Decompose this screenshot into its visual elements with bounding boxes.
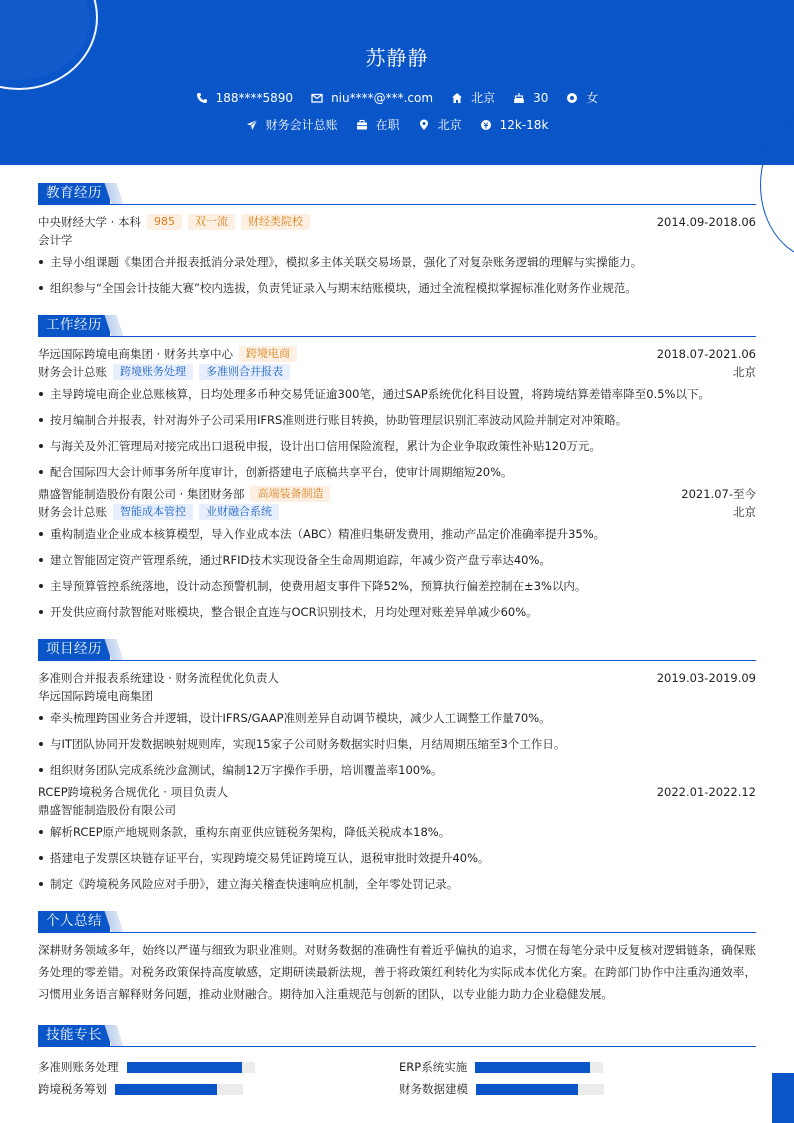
salary-item xyxy=(480,116,549,133)
section-header xyxy=(38,315,756,337)
basic-info-row xyxy=(0,89,794,106)
location-pin-icon xyxy=(418,119,430,131)
money-icon xyxy=(480,119,492,131)
skill-tag: 智能成本管控 xyxy=(113,504,193,520)
skill-item xyxy=(399,1058,603,1076)
project-org: 华远国际跨境电商集团 xyxy=(38,689,153,703)
section-title: 工作经历 xyxy=(38,315,110,336)
project-title: RCEP跨境税务合规优化 · 项目负责人 xyxy=(38,785,229,799)
job-title: 财务会计总账 xyxy=(38,365,107,379)
list-item: 主导预算管控系统落地，设计动态预警机制，使费用超支事件下降52%，预算执行偏差控制在±3%以内。 xyxy=(38,577,756,595)
phone-icon xyxy=(196,92,208,104)
city-item xyxy=(418,116,462,133)
list-item: 与IT团队协同开发数据映射规则库，实现15家子公司财务数据实时归集，月结周期压缩至3个工作日。 xyxy=(38,735,756,753)
skill-name: 多准则账务处理 xyxy=(38,1060,119,1074)
skill-item xyxy=(399,1080,604,1098)
project-bullets xyxy=(38,823,756,893)
section-header xyxy=(38,1025,756,1047)
skill-bar xyxy=(115,1084,243,1095)
list-item: 按月编制合并报表，针对海外子公司采用IFRS准则进行账目转换，协助管理层识别汇率波动风险并制定对冲策略。 xyxy=(38,411,756,429)
skill-bar xyxy=(127,1062,255,1073)
skill-item xyxy=(38,1058,255,1076)
projects-section xyxy=(38,639,756,901)
project-bullets xyxy=(38,709,756,779)
project-org: 鼎盛智能制造股份有限公司 xyxy=(38,803,176,817)
skill-name: 财务数据建模 xyxy=(399,1082,468,1096)
list-item: 建立智能固定资产管理系统，通过RFID技术实现设备全生命周期追踪，年减少资产盘亏率达40%。 xyxy=(38,551,756,569)
skill-bar xyxy=(476,1084,604,1095)
briefcase-icon xyxy=(356,119,368,131)
school-tag: 双一流 xyxy=(188,214,235,230)
work-bullets xyxy=(38,385,756,481)
list-item: 牵头梳理跨国业务合并逻辑，设计IFRS/GAAP准则差异自动调节模块，减少人工调整工作量70%。 xyxy=(38,709,756,727)
company-line: 鼎盛智能制造股份有限公司 · 集团财务部 xyxy=(38,487,245,501)
list-item: 主导小组课题《集团合并报表抵消分录处理》，模拟多主体关联交易场景，强化了对复杂账务逻辑的理解与实操能力。 xyxy=(38,253,756,271)
work-section xyxy=(38,315,756,629)
skill-bar-fill xyxy=(127,1062,242,1073)
work-city: 北京 xyxy=(733,505,756,519)
summary-section xyxy=(38,911,756,1005)
project-date: 2022.01-2022.12 xyxy=(656,785,756,799)
project-title-row xyxy=(38,669,756,687)
mail-icon xyxy=(311,92,323,104)
section-header xyxy=(38,911,756,933)
major-row xyxy=(38,231,756,249)
gender-icon xyxy=(566,92,578,104)
status-item xyxy=(356,116,400,133)
skills-section xyxy=(38,1025,756,1099)
skill-name: 跨境税务筹划 xyxy=(38,1082,107,1096)
school-line: 中央财经大学 · 本科 xyxy=(38,215,141,229)
phone-text: 188****5890 xyxy=(215,90,294,105)
gender-text: 女 xyxy=(586,91,599,105)
job-intent-row xyxy=(0,116,794,133)
list-item: 开发供应商付款智能对账模块，整合银企直连与OCR识别技术，月均处理对账差异单减少60%。 xyxy=(38,603,756,621)
education-bullets xyxy=(38,253,756,297)
work-company-row xyxy=(38,345,756,363)
resume-header xyxy=(0,0,794,165)
cake-icon xyxy=(513,92,525,104)
company-line: 华远国际跨境电商集团 · 财务共享中心 xyxy=(38,347,233,361)
section-title: 技能专长 xyxy=(38,1025,110,1046)
skill-tag: 跨境账务处理 xyxy=(113,364,193,380)
skill-item xyxy=(38,1080,243,1098)
major: 会计学 xyxy=(38,233,73,247)
hometown-text: 北京 xyxy=(471,91,496,105)
age-text: 30 xyxy=(533,90,549,105)
job-title: 财务会计总账 xyxy=(38,505,107,519)
skill-tag: 业财融合系统 xyxy=(199,504,279,520)
corner-decoration-block xyxy=(772,1073,794,1123)
age-item xyxy=(513,89,548,106)
education-row xyxy=(38,213,756,231)
email-text: niu****@***.com xyxy=(331,90,434,105)
skill-tag: 多准则合并报表 xyxy=(199,364,290,380)
salary-text: 12k-18k xyxy=(499,117,549,132)
list-item: 搭建电子发票区块链存证平台，实现跨境交易凭证跨境互认，退税审批时效提升40%。 xyxy=(38,849,756,867)
section-title: 教育经历 xyxy=(38,183,110,204)
section-header xyxy=(38,639,756,661)
project-date: 2019.03-2019.09 xyxy=(656,671,756,685)
skill-name: ERP系统实施 xyxy=(399,1060,468,1074)
project-org-row xyxy=(38,687,756,705)
list-item: 配合国际四大会计师事务所年度审计，创新搭建电子底稿共享平台，使审计周期缩短20%。 xyxy=(38,463,756,481)
work-company-row xyxy=(38,485,756,503)
school-tag: 985 xyxy=(147,214,182,230)
work-date: 2018.07-2021.06 xyxy=(656,347,756,361)
list-item: 重构制造业企业成本核算模型，导入作业成本法（ABC）精准归集研发费用，推动产品定价准确率提升35%。 xyxy=(38,525,756,543)
skill-bar-fill xyxy=(476,1084,578,1095)
section-title: 项目经历 xyxy=(38,639,110,660)
hometown-item xyxy=(451,89,495,106)
industry-tag: 跨境电商 xyxy=(239,346,297,362)
gender-item xyxy=(566,89,598,106)
list-item: 组织参与“全国会计技能大赛”校内选拔，负责凭证录入与期末结账模块，通过全流程模拟掌握标准化财务作业规范。 xyxy=(38,279,756,297)
position-text: 财务会计总账 xyxy=(265,118,338,132)
home-icon xyxy=(451,92,463,104)
skill-bar-fill xyxy=(475,1062,590,1073)
candidate-name: 苏静静 xyxy=(365,46,429,70)
project-title-row xyxy=(38,783,756,801)
position-item xyxy=(246,116,338,133)
education-section xyxy=(38,183,756,305)
section-header xyxy=(38,183,756,205)
project-title: 多准则合并报表系统建设 · 财务流程优化负责人 xyxy=(38,671,279,685)
skills-grid xyxy=(38,1055,756,1099)
school-tag: 财经类院校 xyxy=(241,214,310,230)
skill-bar-fill xyxy=(115,1084,217,1095)
email-item xyxy=(311,89,433,106)
list-item: 制定《跨境税务风险应对手册》，建立海关稽查快速响应机制，全年零处罚记录。 xyxy=(38,875,756,893)
work-date: 2021.07-至今 xyxy=(681,487,756,501)
education-date: 2014.09-2018.06 xyxy=(656,215,756,229)
status-text: 在职 xyxy=(375,118,400,132)
work-city: 北京 xyxy=(733,365,756,379)
project-org-row xyxy=(38,801,756,819)
work-bullets xyxy=(38,525,756,621)
list-item: 组织财务团队完成系统沙盒测试，编制12万字操作手册，培训覆盖率100%。 xyxy=(38,761,756,779)
skill-bar xyxy=(475,1062,603,1073)
city-text: 北京 xyxy=(437,118,462,132)
summary-text: 深耕财务领域多年，始终以严谨与细致为职业准则。对财务数据的准确性有着近乎偏执的追求，习惯在每笔分录中反复核对逻辑链条，确保账务处理的零差错。对税务政策保持高度敏感，定期研读最新法规，善于将政策红利转化为实际成本优化方案。在跨部门协作中注重沟通效率，习惯用业务语言解释财务问题，推动业财融合。期待加入注重规范与创新的团队，以专业能力助力企业稳健发展。 xyxy=(38,943,756,1001)
send-icon xyxy=(246,119,258,131)
list-item: 主导跨境电商企业总账核算，日均处理多币种交易凭证逾300笔，通过SAP系统优化科目设置，将跨境结算差错率降至0.5%以下。 xyxy=(38,385,756,403)
list-item: 解析RCEP原产地规则条款，重构东南亚供应链税务架构，降低关税成本18%。 xyxy=(38,823,756,841)
industry-tag: 高端装备制造 xyxy=(250,486,330,502)
section-title: 个人总结 xyxy=(38,911,110,932)
phone-item xyxy=(196,89,293,106)
work-title-row xyxy=(38,503,756,521)
work-title-row xyxy=(38,363,756,381)
list-item: 与海关及外汇管理局对接完成出口退税申报，设计出口信用保险流程，累计为企业争取政策性补贴120万元。 xyxy=(38,437,756,455)
